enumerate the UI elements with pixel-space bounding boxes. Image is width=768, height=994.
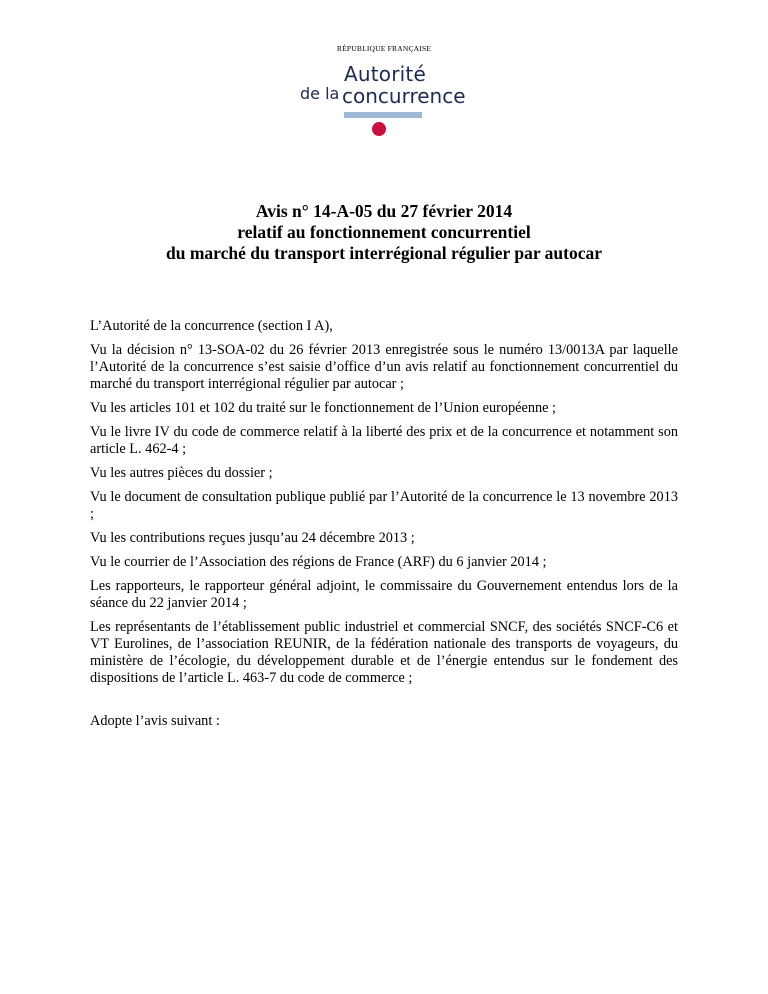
title-line-3: du marché du transport interrégional régulier par autocar — [165, 243, 602, 263]
logo-blue-bar — [344, 112, 422, 118]
autorite-logo — [300, 62, 480, 142]
logo-dela-text: de la — [300, 84, 340, 103]
logo-autorite-text: Autorité — [344, 62, 426, 86]
paragraph-rapporteurs: Les rapporteurs, le rapporteur général adjoint, le commissaire du Gouvernement entendus lors de la séance du 22 janvier 2014 ; — [90, 578, 678, 611]
paragraph-vu-articles: Vu les articles 101 et 102 du traité sur le fonctionnement de l’Union européenne ; — [90, 400, 557, 416]
title-line-2: relatif au fonctionnement concurrentiel — [237, 222, 531, 242]
title-line-1: Avis n° 14-A-05 du 27 février 2014 — [255, 201, 513, 221]
paragraph-vu-pieces: Vu les autres pièces du dossier ; — [90, 465, 273, 481]
paragraph-representants: Les représentants de l’établissement public industriel et commercial SNCF, des sociétés SNCF-C6 et VT Eurolines, de l’association REUNIR, de la fédération nationale des transports de voyageurs, du ministère de l’écologie, du développement durable et de l’énergie entendus sur le fondement des dispositions de l’article L. 463-7 du code de commerce ; — [90, 619, 678, 686]
republique-francaise-label: RÉPUBLIQUE FRANÇAISE — [336, 44, 432, 53]
paragraph-autorite: L’Autorité de la concurrence (section I A), — [90, 318, 333, 334]
paragraph-adopte: Adopte l’avis suivant : — [90, 713, 220, 729]
document-body — [90, 318, 678, 737]
logo-concurrence-text: concurrence — [342, 84, 466, 108]
document-title — [0, 201, 768, 264]
paragraph-vu-contributions: Vu les contributions reçues jusqu’au 24 décembre 2013 ; — [90, 530, 415, 546]
paragraph-vu-courrier: Vu le courrier de l’Association des régions de France (ARF) du 6 janvier 2014 ; — [90, 554, 547, 570]
paragraph-vu-document: Vu le document de consultation publique publié par l’Autorité de la concurrence le 13 novembre 2013 ; — [90, 489, 678, 522]
paragraph-vu-livre: Vu le livre IV du code de commerce relatif à la liberté des prix et de la concurrence et notamment son article L. 462-4 ; — [90, 424, 678, 457]
paragraph-vu-decision: Vu la décision n° 13-SOA-02 du 26 février 2013 enregistrée sous le numéro 13/0013A par laquelle l’Autorité de la concurrence s’est saisie d’office d’un avis relatif au fonctionnement concurrentiel du marché du transport interrégional régulier par autocar ; — [90, 342, 678, 392]
logo-red-dot — [372, 122, 386, 136]
